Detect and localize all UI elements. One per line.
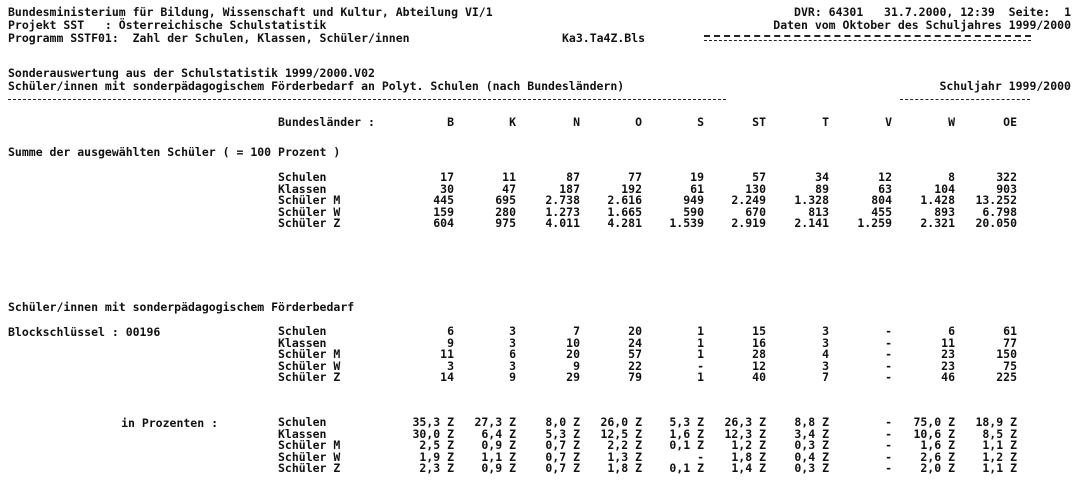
percent-cell-t: 0,3 Z: [794, 438, 829, 453]
total-cell-n: 4.011: [545, 216, 580, 231]
special-cell-t: 4: [822, 347, 829, 362]
percent-cell-oe: 1,1 Z: [982, 438, 1017, 453]
special-cell-k: 9: [509, 370, 516, 385]
total-cell-oe: 6.798: [982, 204, 1017, 219]
percent-cell-oe: 1,2 Z: [982, 449, 1017, 464]
special-row-label: Schüler M: [278, 347, 341, 362]
percent-cell-w: 10,6 Z: [913, 426, 955, 441]
total-row-label: Klassen: [278, 181, 327, 196]
special-cell-n: 7: [573, 324, 580, 338]
total-cell-st: 57: [752, 170, 766, 184]
total-cell-o: 1.665: [607, 204, 642, 219]
percent-cell-s: 0,1 Z: [669, 461, 704, 476]
total-cell-k: 280: [495, 204, 516, 219]
special-cell-k: 6: [509, 347, 516, 362]
column-label: Bundesländer :: [278, 115, 375, 129]
data-date-line: Daten vom Oktober des Schuljahres 1999/2000: [773, 18, 1071, 32]
special-cell-t: 3: [822, 324, 829, 338]
col-head-o: O: [635, 115, 642, 129]
percent-cell-o: 2,2 Z: [607, 438, 642, 453]
percent-cell-w: 2,0 Z: [920, 461, 955, 476]
total-cell-oe: 13.252: [975, 193, 1017, 208]
total-cell-b: 30: [440, 181, 454, 196]
total-cell-s: 61: [690, 181, 704, 196]
total-cell-n: 187: [559, 181, 580, 196]
total-cell-v: 63: [878, 181, 892, 196]
special-cell-t: 3: [822, 335, 829, 350]
total-cell-w: 1.428: [920, 193, 955, 208]
percent-table: [113, 417, 1017, 475]
total-cell-oe: 20.050: [975, 216, 1017, 231]
total-cell-b: 159: [433, 204, 454, 219]
file-code: Ka3.Ta4Z.Bls: [562, 31, 646, 45]
percent-row-label: Schulen: [278, 415, 327, 429]
special-row-label: Schüler Z: [278, 370, 341, 385]
special-cell-n: 10: [566, 335, 580, 350]
special-cell-st: 15: [752, 324, 766, 338]
program-line: Programm SSTF01: Zahl der Schulen, Klassen, Schüler/innen: [8, 31, 410, 45]
special-row-label: Klassen: [278, 335, 327, 350]
percent-cell-v: -: [885, 426, 892, 441]
special-row: [113, 372, 1017, 384]
col-head-v: V: [885, 115, 892, 129]
total-cell-t: 89: [815, 181, 829, 196]
percent-cell-b: 1,9 Z: [419, 449, 454, 464]
special-cell-b: 6: [447, 324, 454, 338]
report-title: Sonderauswertung aus der Schulstatistik 1999/2000.V02: [8, 66, 375, 80]
percent-cell-oe: 1,1 Z: [982, 461, 1017, 476]
total-cell-k: 11: [502, 170, 516, 184]
total-cell-n: 87: [566, 170, 580, 184]
percent-cell-n: 0,7 Z: [545, 461, 580, 476]
percent-row-label: Klassen: [278, 426, 327, 441]
column-header-row: [113, 117, 1017, 129]
total-row-label: Schüler W: [278, 204, 341, 219]
percent-cell-v: -: [885, 449, 892, 464]
percent-cell-o: 1,3 Z: [607, 449, 642, 464]
total-cell-w: 893: [934, 204, 955, 219]
percent-cell-t: 0,3 Z: [794, 461, 829, 476]
special-cell-k: 3: [509, 324, 516, 338]
col-head-oe: OE: [1003, 115, 1017, 129]
percent-cell-n: 5,3 Z: [545, 426, 580, 441]
school-year: Schuljahr 1999/2000: [939, 79, 1071, 93]
percent-cell-b: 2,3 Z: [419, 461, 454, 476]
percent-cell-k: 6,4 Z: [481, 426, 516, 441]
special-cell-st: 12: [752, 358, 766, 373]
special-cell-o: 22: [628, 358, 642, 373]
special-cell-n: 29: [566, 370, 580, 385]
percent-cell-t: 8,8 Z: [794, 415, 829, 429]
total-cell-t: 34: [815, 170, 829, 184]
col-head-s: S: [697, 115, 704, 129]
project-line: Projekt SST : Österreichische Schulstatistik: [8, 18, 327, 32]
special-cell-st: 40: [752, 370, 766, 385]
percent-cell-w: 2,6 Z: [920, 449, 955, 464]
total-cell-b: 17: [440, 170, 454, 184]
special-cell-oe: 75: [1003, 358, 1017, 373]
total-cell-b: 445: [433, 193, 454, 208]
percent-cell-n: 0,7 Z: [545, 449, 580, 464]
special-cell-t: 3: [822, 358, 829, 373]
percent-cell-st: 26,3 Z: [724, 415, 766, 429]
total-cell-oe: 322: [996, 170, 1017, 184]
special-cell-b: 14: [440, 370, 454, 385]
percent-cell-b: 2,5 Z: [419, 438, 454, 453]
col-head-k: K: [509, 115, 516, 129]
col-head-b: B: [447, 115, 454, 129]
percent-cell-b: 30,0 Z: [412, 426, 454, 441]
total-cell-v: 455: [871, 204, 892, 219]
percent-cell-n: 0,7 Z: [545, 438, 580, 453]
total-cell-v: 804: [871, 193, 892, 208]
percent-cell-o: 1,8 Z: [607, 461, 642, 476]
special-table: [113, 326, 1017, 384]
total-cell-n: 2.738: [545, 193, 580, 208]
percent-cell-v: -: [885, 415, 892, 429]
special-cell-b: 3: [447, 358, 454, 373]
percent-cell-s: 0,1 Z: [669, 438, 704, 453]
percent-cell-s: -: [697, 449, 704, 464]
special-cell-t: 7: [822, 370, 829, 385]
special-row: [113, 326, 1017, 338]
total-cell-s: 949: [683, 193, 704, 208]
total-heading: Summe der ausgewählten Schüler ( = 100 Prozent ): [8, 145, 341, 159]
special-cell-o: 79: [628, 370, 642, 385]
special-cell-oe: 225: [996, 370, 1017, 385]
header-rule: [704, 35, 1031, 41]
special-cell-v: -: [885, 324, 892, 338]
special-cell-n: 9: [573, 358, 580, 373]
report-subtitle: Schüler/innen mit sonderpädagogischem Förderbedarf an Polyt. Schulen (nach Bundesländern): [8, 79, 625, 93]
percent-cell-k: 0,9 Z: [481, 438, 516, 453]
special-row: [113, 361, 1017, 373]
percent-cell-o: 26,0 Z: [600, 415, 642, 429]
special-cell-s: 1: [697, 324, 704, 338]
percent-cell-t: 3,4 Z: [794, 426, 829, 441]
total-cell-t: 1.328: [794, 193, 829, 208]
percent-cell-o: 12,5 Z: [600, 426, 642, 441]
percent-cell-v: -: [885, 438, 892, 453]
total-cell-s: 19: [690, 170, 704, 184]
percent-cell-k: 27,3 Z: [474, 415, 516, 429]
special-cell-v: -: [885, 358, 892, 373]
percent-row-label: Schüler Z: [278, 461, 341, 476]
total-row-label: Schulen: [278, 170, 327, 184]
special-cell-n: 20: [566, 347, 580, 362]
total-cell-st: 2.249: [731, 193, 766, 208]
total-cell-o: 2.616: [607, 193, 642, 208]
special-cell-w: 6: [948, 324, 955, 338]
total-cell-k: 695: [495, 193, 516, 208]
special-row: [113, 338, 1017, 350]
total-cell-st: 2.919: [731, 216, 766, 231]
special-cell-k: 3: [509, 335, 516, 350]
percent-cell-oe: 8,5 Z: [982, 426, 1017, 441]
total-cell-s: 590: [683, 204, 704, 219]
special-cell-v: -: [885, 347, 892, 362]
percent-cell-s: 5,3 Z: [669, 415, 704, 429]
special-heading: Schüler/innen mit sonderpädagogischem Förderbedarf: [8, 300, 355, 314]
special-cell-o: 20: [628, 324, 642, 338]
special-row-label: Schulen: [278, 324, 327, 338]
special-cell-w: 46: [941, 370, 955, 385]
special-cell-s: 1: [697, 370, 704, 385]
special-cell-s: 1: [697, 347, 704, 362]
special-cell-oe: 150: [996, 347, 1017, 362]
total-cell-k: 47: [502, 181, 516, 196]
total-cell-t: 2.141: [794, 216, 829, 231]
total-cell-t: 813: [808, 204, 829, 219]
total-cell-st: 130: [745, 181, 766, 196]
special-cell-st: 28: [752, 347, 766, 362]
special-cell-w: 23: [941, 358, 955, 373]
total-cell-b: 604: [433, 216, 454, 231]
percent-label: in Prozenten :: [121, 416, 218, 430]
special-row: [113, 349, 1017, 361]
total-cell-k: 975: [495, 216, 516, 231]
total-cell-o: 192: [621, 181, 642, 196]
special-row-label: Schüler W: [278, 358, 341, 373]
ministry-line: Bundesministerium für Bildung, Wissenschaft und Kultur, Abteilung VI/1: [8, 5, 493, 19]
percent-cell-k: 1,1 Z: [481, 449, 516, 464]
total-row-label: Schüler M: [278, 193, 341, 208]
special-cell-w: 11: [941, 335, 955, 350]
special-cell-s: 1: [697, 335, 704, 350]
percent-cell-w: 75,0 Z: [913, 415, 955, 429]
dvr-line: DVR: 64301 31.7.2000, 12:39 Seite: 1: [794, 5, 1071, 19]
column-header-table: [113, 117, 1017, 129]
col-head-t: T: [822, 115, 829, 129]
percent-cell-st: 1,2 Z: [731, 438, 766, 453]
special-cell-b: 9: [447, 335, 454, 350]
percent-row-label: Schüler W: [278, 449, 341, 464]
special-cell-b: 11: [440, 347, 454, 362]
percent-cell-s: 1,6 Z: [669, 426, 704, 441]
special-cell-v: -: [885, 335, 892, 350]
percent-cell-t: 0,4 Z: [794, 449, 829, 464]
total-row-label: Schüler Z: [278, 216, 341, 231]
block-key-label: Blockschlüssel : 00196: [8, 325, 161, 339]
special-cell-oe: 77: [1003, 335, 1017, 350]
percent-row-label: Schüler M: [278, 438, 341, 453]
percent-row: [113, 463, 1017, 475]
special-cell-o: 24: [628, 335, 642, 350]
percent-cell-v: -: [885, 461, 892, 476]
total-cell-w: 8: [948, 170, 955, 184]
percent-cell-st: 12,3 Z: [724, 426, 766, 441]
col-head-w: W: [948, 115, 955, 129]
percent-cell-st: 1,8 Z: [731, 449, 766, 464]
total-cell-o: 77: [628, 170, 642, 184]
total-cell-o: 4.281: [607, 216, 642, 231]
special-cell-w: 23: [941, 347, 955, 362]
title-rule: [8, 99, 726, 100]
total-cell-oe: 903: [996, 181, 1017, 196]
total-cell-n: 1.273: [545, 204, 580, 219]
percent-cell-st: 1,4 Z: [731, 461, 766, 476]
total-cell-w: 2.321: [920, 216, 955, 231]
special-cell-s: -: [697, 358, 704, 373]
total-cell-w: 104: [934, 181, 955, 196]
percent-cell-b: 35,3 Z: [412, 415, 454, 429]
percent-cell-w: 1,6 Z: [920, 438, 955, 453]
special-cell-oe: 61: [1003, 324, 1017, 338]
special-cell-k: 3: [509, 358, 516, 373]
total-row: [113, 218, 1017, 230]
total-cell-v: 12: [878, 170, 892, 184]
year-rule: [900, 99, 1030, 100]
percent-cell-n: 8,0 Z: [545, 415, 580, 429]
total-cell-st: 670: [745, 204, 766, 219]
special-cell-st: 16: [752, 335, 766, 350]
col-head-st: ST: [752, 115, 766, 129]
col-head-n: N: [573, 115, 580, 129]
special-cell-v: -: [885, 370, 892, 385]
percent-cell-oe: 18,9 Z: [975, 415, 1017, 429]
total-table: [113, 172, 1017, 230]
total-cell-s: 1.539: [669, 216, 704, 231]
percent-cell-k: 0,9 Z: [481, 461, 516, 476]
total-cell-v: 1.259: [857, 216, 892, 231]
special-cell-o: 57: [628, 347, 642, 362]
